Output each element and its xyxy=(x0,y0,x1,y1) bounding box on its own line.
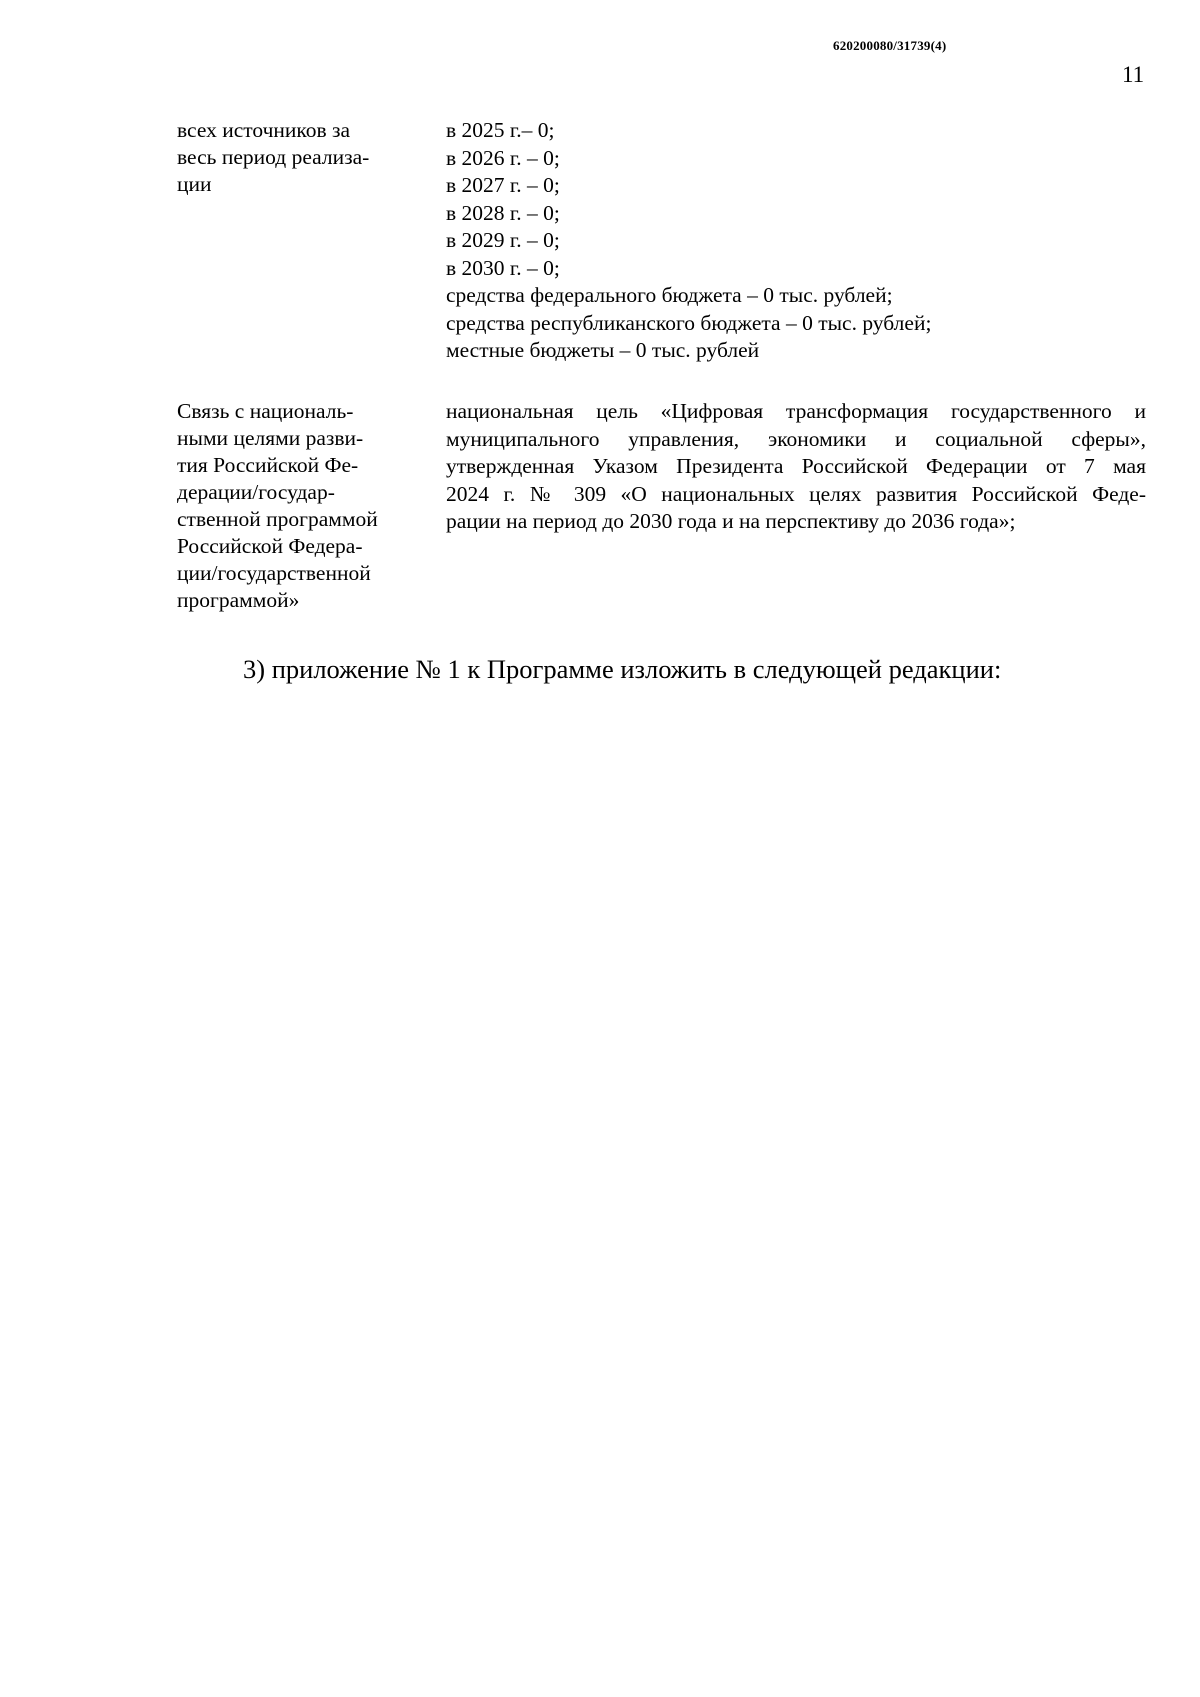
label-line: весь период реализа- xyxy=(177,145,370,169)
value-line-republican-budget: средства республиканского бюджета – 0 тыс. рублей; xyxy=(446,310,932,335)
label-line: программой» xyxy=(177,588,300,612)
document-id: 620200080/31739(4) xyxy=(833,38,947,53)
value-line-2028: в 2028 г. – 0; xyxy=(446,200,560,225)
label-line: ции/государственной xyxy=(177,561,371,585)
label-line: ственной программой xyxy=(177,507,378,531)
value-line: национальная цель «Цифровая трансформация государственного и xyxy=(446,399,1146,423)
label-line: дерации/государ- xyxy=(177,480,335,504)
national-goals-label xyxy=(177,398,417,614)
value-line-local-budgets: местные бюджеты – 0 тыс. рублей xyxy=(446,338,760,362)
funding-sources-label xyxy=(177,117,417,198)
value-line-2030: в 2030 г. – 0; xyxy=(446,255,560,280)
amendment-instruction: 3) приложение № 1 к Программе изложить в следующей редакции: xyxy=(243,654,1002,684)
label-line: Российской Федера- xyxy=(177,534,363,558)
value-line-federal-budget: средства федерального бюджета – 0 тыс. рублей; xyxy=(446,283,893,307)
label-line: всех источников за xyxy=(177,118,351,142)
value-line-2029: в 2029 г. – 0; xyxy=(446,228,560,252)
value-line: 2024 г. № 309 «О национальных целях развития Российской Феде- xyxy=(446,481,1146,506)
label-line: тия Российской Фе- xyxy=(177,453,359,477)
value-line-2027: в 2027 г. – 0; xyxy=(446,173,560,197)
value-line-2026: в 2026 г. – 0; xyxy=(446,145,560,170)
national-goals-value xyxy=(446,398,1146,536)
label-line: ными целями разви- xyxy=(177,426,364,450)
value-line: муниципального управления, экономики и социальной сферы», xyxy=(446,426,1146,451)
value-line: утвержденная Указом Президента Российской Федерации от 7 мая xyxy=(446,454,1146,478)
label-line: Связь с националь- xyxy=(177,399,354,423)
value-line-2025: в 2025 г.– 0; xyxy=(446,118,555,142)
value-line: рации на период до 2030 года и на перспективу до 2036 года»; xyxy=(446,509,1016,533)
funding-sources-value xyxy=(446,117,1146,365)
page-number: 11 xyxy=(1122,62,1145,87)
label-line: ции xyxy=(177,172,212,196)
